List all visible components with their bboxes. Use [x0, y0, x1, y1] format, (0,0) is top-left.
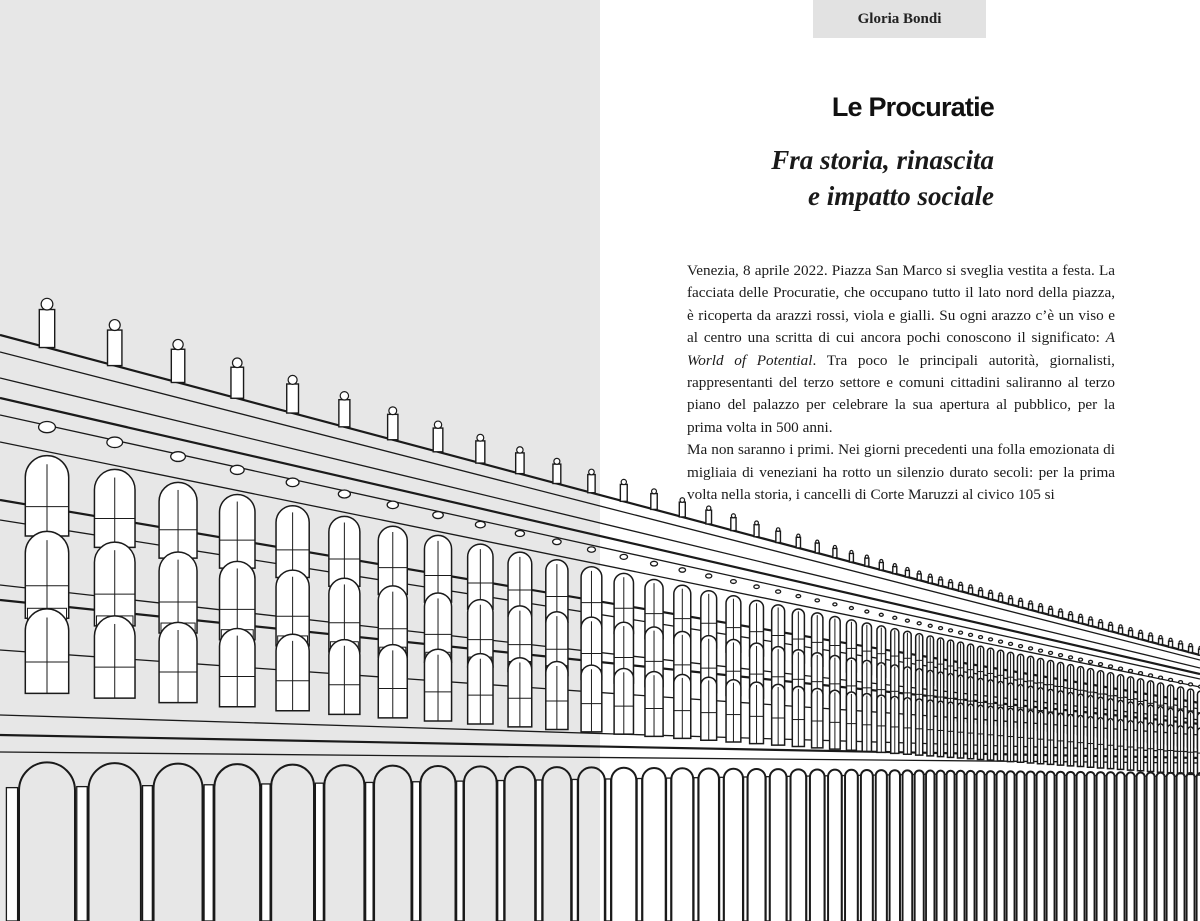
frieze-oculus	[928, 624, 932, 627]
arcade-arch	[1007, 771, 1015, 921]
arcade-arch	[89, 763, 141, 921]
frieze-oculus	[917, 622, 921, 625]
finial-ball	[652, 489, 657, 494]
frieze-oculus	[865, 610, 869, 613]
arcade-arch	[1147, 773, 1155, 921]
arcade-arch	[1197, 773, 1200, 921]
finial-ball	[109, 320, 120, 331]
arcade-pier	[995, 775, 997, 921]
frieze-oculus	[107, 437, 123, 447]
arcade-arch	[505, 767, 536, 921]
arcade-pier	[913, 775, 915, 921]
roof-finial	[1189, 646, 1193, 652]
finial-ball	[1169, 638, 1172, 641]
frieze-oculus	[999, 640, 1003, 643]
arcade-arch	[987, 771, 995, 921]
finial-ball	[41, 298, 53, 310]
arcade-pier	[498, 781, 504, 921]
arcade-arch	[1177, 773, 1185, 921]
roof-finial	[388, 414, 398, 439]
frieze-oculus	[979, 636, 983, 639]
roof-finial	[959, 585, 963, 591]
arcade-pier	[766, 777, 769, 921]
arcade-pier	[366, 782, 373, 921]
arcade-arch	[642, 768, 665, 921]
roof-finial	[553, 464, 561, 483]
roof-finial	[620, 484, 627, 501]
roof-finial	[231, 367, 244, 398]
frieze-oculus	[171, 452, 186, 462]
finial-ball	[680, 498, 685, 503]
finial-ball	[1149, 633, 1152, 636]
arcade-arch	[947, 771, 955, 921]
arcade-pier	[6, 788, 17, 921]
finial-ball	[288, 375, 297, 384]
arcade-arch	[845, 770, 858, 921]
paragraph-2: Ma non saranno i primi. Nei giorni precedenti una folla emozionata di migliaia di veneziani ha rotto un silenzio durato secoli: per la prima volta nella storia, i cancelli di Corte Maruzzi al civico 105 si	[687, 441, 1115, 504]
finial-ball	[949, 580, 952, 583]
frieze-oculus	[939, 627, 943, 630]
arcade-arch	[1027, 771, 1035, 921]
arcade-arch	[464, 766, 497, 921]
frieze-oculus	[338, 490, 350, 498]
frieze-oculus	[39, 421, 56, 432]
arcade-arch	[1077, 772, 1085, 921]
arcade-arch	[770, 769, 787, 921]
frieze-oculus	[1019, 645, 1023, 648]
arcade-arch	[1107, 772, 1115, 921]
arcade-arch	[977, 771, 985, 921]
frieze-oculus	[387, 501, 398, 508]
finial-ball	[979, 588, 982, 591]
frieze-oculus	[515, 530, 524, 536]
arcade-pier	[315, 783, 323, 921]
frieze-oculus	[1039, 649, 1043, 652]
arcade-arch	[861, 770, 873, 921]
frieze-oculus	[796, 595, 801, 598]
frieze-oculus	[651, 561, 658, 566]
frieze-oculus	[905, 619, 909, 622]
arcade-pier	[457, 781, 464, 921]
arcade-arch	[1097, 772, 1105, 921]
arcade-pier	[955, 774, 957, 921]
arcade-pier	[1165, 776, 1167, 921]
frieze-oculus	[893, 616, 897, 619]
roof-finial	[979, 590, 983, 596]
frieze-oculus	[849, 607, 853, 610]
finial-ball	[989, 590, 992, 593]
roof-finial	[833, 548, 837, 557]
arcade-arch	[810, 769, 825, 921]
arcade-pier	[637, 779, 642, 921]
arcade-pier	[720, 777, 724, 921]
arcade-pier	[143, 786, 153, 921]
arcade-pier	[1055, 775, 1057, 921]
roof-finial	[917, 574, 921, 580]
arcade-pier	[1145, 776, 1147, 921]
arcade-arch	[154, 764, 203, 921]
arcade-arch	[1047, 772, 1055, 921]
arcade-arch	[1087, 772, 1095, 921]
roof-finial	[1049, 609, 1053, 615]
finial-ball	[797, 534, 800, 537]
arcade-pier	[1095, 776, 1097, 921]
roof-finial	[905, 570, 909, 577]
arcade-pier	[1155, 776, 1157, 921]
finial-ball	[1139, 630, 1142, 633]
finial-ball	[833, 545, 836, 548]
finial-ball	[1099, 620, 1102, 623]
arcade-arch	[903, 770, 913, 921]
frieze-oculus	[1129, 669, 1133, 672]
frieze-oculus	[754, 585, 759, 589]
finial-ball	[850, 550, 853, 553]
roof-finial	[433, 428, 443, 452]
arcade-arch	[791, 769, 807, 921]
arcade-pier	[1195, 777, 1197, 921]
arcade-arch	[890, 770, 900, 921]
finial-ball	[1039, 604, 1042, 607]
roof-finial	[731, 518, 736, 531]
arcade-arch	[214, 764, 260, 921]
roof-finial	[1169, 641, 1173, 647]
roof-finial	[1109, 625, 1113, 631]
roof-finial	[1149, 636, 1153, 642]
frieze-oculus	[1009, 642, 1013, 645]
finial-ball	[906, 567, 909, 570]
roof-finial	[928, 577, 932, 583]
finial-ball	[1089, 617, 1092, 620]
finial-ball	[1179, 641, 1182, 644]
frieze-oculus	[969, 633, 973, 636]
arcade-arch	[699, 768, 719, 921]
arcade-pier	[935, 774, 937, 921]
arcade-pier	[1045, 775, 1047, 921]
arcade-pier	[985, 775, 987, 921]
roof-finial	[706, 510, 712, 524]
arcade-arch	[926, 771, 935, 921]
finial-ball	[389, 407, 397, 415]
roof-finial	[939, 580, 943, 586]
arcade-arch	[1157, 773, 1165, 921]
roof-finial	[516, 453, 524, 474]
arcade-pier	[900, 775, 902, 921]
finial-ball	[880, 560, 883, 563]
roof-finial	[1089, 620, 1093, 626]
frieze-oculus	[1159, 676, 1163, 679]
roof-finial	[1139, 633, 1143, 639]
arcade-arch	[543, 767, 572, 921]
frieze-oculus	[679, 568, 686, 572]
frieze-oculus	[949, 629, 953, 632]
roof-finial	[989, 593, 993, 599]
finial-ball	[929, 574, 932, 577]
arcade-pier	[945, 774, 947, 921]
roof-finial	[949, 582, 953, 588]
arcade-arch	[967, 771, 975, 921]
finial-ball	[621, 479, 626, 484]
arcade-pier	[975, 775, 977, 921]
finial-ball	[707, 506, 711, 510]
frieze-oculus	[620, 554, 627, 559]
finial-ball	[939, 577, 942, 580]
finial-ball	[1129, 628, 1132, 631]
finial-ball	[755, 521, 759, 525]
subtitle-line-2: e impatto sociale	[808, 181, 994, 211]
arcade-pier	[1115, 776, 1117, 921]
frieze-oculus	[286, 478, 299, 487]
arcade-arch	[1187, 773, 1195, 921]
frieze-oculus	[1109, 665, 1113, 668]
paragraph-1-text-b: . Tra poco le principali autorità, giornalisti, rappresentanti del terzo settore e comuni cittadini saliranno al terzo piano del palazzo per celebrare la sua apertura al pubblico, per la prima volta in 500 anni.	[687, 351, 1115, 436]
finial-ball	[776, 528, 779, 531]
frieze-oculus	[1189, 683, 1193, 686]
roof-finial	[815, 543, 819, 553]
arcade-arch	[1037, 772, 1045, 921]
frieze-oculus	[731, 580, 737, 584]
roof-finial	[339, 400, 350, 427]
arcade-arch	[876, 770, 887, 921]
arcade-arch	[578, 767, 605, 921]
arcade-pier	[1025, 775, 1027, 921]
roof-finial	[754, 525, 759, 537]
arcade-arch	[611, 768, 636, 921]
arcade-pier	[858, 775, 860, 921]
roof-finial	[1069, 614, 1073, 620]
roof-finial	[1119, 628, 1123, 634]
frieze-oculus	[1169, 678, 1173, 681]
paragraph-1-italic-phrase: A World of Potential	[687, 329, 1115, 369]
frieze-oculus	[230, 465, 244, 474]
finial-ball	[999, 593, 1002, 596]
roof-finial	[1059, 612, 1063, 618]
roof-finial	[1099, 622, 1103, 628]
roof-finial	[879, 562, 883, 570]
frieze-oculus	[1149, 674, 1153, 677]
arcade-pier	[873, 775, 875, 921]
frieze-oculus	[989, 638, 993, 641]
arcade-arch	[1127, 772, 1135, 921]
arcade-pier	[807, 776, 810, 921]
finial-ball	[893, 564, 896, 567]
arcade-pier	[606, 779, 611, 921]
arcade-pier	[572, 779, 577, 921]
arcade-arch	[724, 769, 743, 921]
finial-ball	[232, 358, 242, 368]
frieze-oculus	[959, 631, 963, 634]
frieze-oculus	[879, 613, 883, 616]
frieze-oculus	[1099, 663, 1103, 666]
arcade-pier	[825, 776, 828, 921]
frieze-oculus	[1079, 658, 1083, 661]
roof-finial	[865, 558, 869, 566]
finial-ball	[1009, 596, 1012, 599]
subtitle-line-1: Fra storia, rinascita	[771, 145, 994, 175]
author-name: Gloria Bondi	[857, 10, 942, 27]
arcade-pier	[1175, 776, 1177, 921]
arcade-pier	[1075, 776, 1077, 921]
arcade-pier	[666, 778, 670, 921]
finial-ball	[589, 469, 595, 475]
frieze-oculus	[1029, 647, 1033, 650]
arcade-arch	[1017, 771, 1025, 921]
arcade-arch	[915, 770, 924, 921]
arcade-pier	[1015, 775, 1017, 921]
arcade-pier	[887, 775, 889, 921]
roof-finial	[108, 330, 122, 366]
arcade-arch	[421, 766, 456, 921]
frieze-oculus	[815, 599, 819, 602]
arcade-arch	[937, 771, 945, 921]
roof-finial	[1079, 617, 1083, 623]
frieze-oculus	[1069, 656, 1073, 659]
arcade-arch	[19, 762, 75, 921]
arcade-pier	[413, 782, 420, 921]
paragraph-1-text-a: Venezia, 8 aprile 2022. Piazza San Marco si sveglia vestita a festa. La facciata delle Procuratie, che occupano tutto il lato nord della piazza, è ricoperta da arazzi rossi, viola e gialli. Su ogni arazzo c’è un viso e al centro una scritta di cui ancora pochi conoscono il significato:	[687, 262, 1115, 347]
roof-finial	[171, 349, 184, 382]
arcade-arch	[324, 765, 364, 921]
roof-finial	[1129, 630, 1133, 636]
arcade-pier	[965, 774, 967, 921]
arcade-pier	[1065, 775, 1067, 921]
arcade-arch	[1167, 773, 1175, 921]
arcade-pier	[1035, 775, 1037, 921]
arcade-pier	[1125, 776, 1127, 921]
roof-finial	[588, 475, 595, 493]
arcade-pier	[744, 777, 748, 921]
arcade-arch	[957, 771, 965, 921]
arcade-pier	[77, 787, 87, 921]
arcade-pier	[536, 780, 542, 921]
finial-ball	[434, 421, 441, 428]
roof-finial	[969, 588, 973, 594]
finial-ball	[1019, 598, 1022, 601]
finial-ball	[1029, 601, 1032, 604]
frieze-oculus	[706, 574, 712, 578]
finial-ball	[1109, 622, 1112, 625]
roof-finial	[287, 384, 299, 413]
arcade-arch	[748, 769, 766, 921]
roof-finial	[1179, 644, 1183, 650]
arcade-pier	[204, 785, 213, 921]
finial-ball	[1119, 625, 1122, 628]
arcade-arch	[997, 771, 1005, 921]
finial-ball	[477, 434, 484, 441]
finial-ball	[1059, 609, 1062, 612]
arcade-arch	[1117, 772, 1125, 921]
roof-finial	[849, 553, 853, 562]
roof-finial	[679, 502, 685, 517]
finial-ball	[1049, 606, 1052, 609]
roof-finial	[1009, 598, 1013, 604]
arcade-arch	[671, 768, 693, 921]
finial-ball	[918, 571, 921, 574]
arcade-pier	[694, 778, 698, 921]
frieze-oculus	[833, 603, 837, 606]
finial-ball	[1189, 644, 1192, 647]
arcade-arch	[271, 765, 314, 921]
frieze-oculus	[587, 547, 595, 552]
arcade-arch	[1067, 772, 1075, 921]
finial-ball	[1069, 612, 1072, 615]
arcade-pier	[924, 774, 926, 921]
frieze-oculus	[1089, 660, 1093, 663]
roof-finial	[1029, 604, 1033, 610]
arcade-arch	[1057, 772, 1065, 921]
finial-ball	[517, 447, 523, 453]
arcade-pier	[1085, 776, 1087, 921]
arcade-arch	[374, 766, 411, 921]
roof-finial	[651, 494, 657, 510]
arcade-pier	[787, 776, 790, 921]
finial-ball	[554, 458, 560, 464]
finial-ball	[340, 392, 348, 400]
frieze-oculus	[1139, 672, 1143, 675]
page-title: Le Procuratie	[831, 92, 994, 122]
finial-ball	[731, 514, 735, 518]
roof-finial	[1039, 606, 1043, 612]
finial-ball	[959, 582, 962, 585]
arcade-pier	[1005, 775, 1007, 921]
roof-finial	[39, 310, 54, 348]
roof-finial	[796, 537, 800, 548]
arcade-pier	[262, 784, 271, 921]
roof-finial	[1019, 601, 1023, 607]
arcade-pier	[1185, 777, 1187, 921]
finial-ball	[1159, 636, 1162, 639]
roof-finial	[1159, 638, 1163, 644]
finial-ball	[816, 540, 819, 543]
frieze-oculus	[475, 521, 485, 528]
roof-finial	[999, 596, 1003, 602]
roof-finial	[776, 531, 781, 542]
finial-ball	[1079, 614, 1082, 617]
roof-finial	[476, 441, 485, 463]
finial-ball	[865, 555, 868, 558]
frieze-oculus	[1059, 654, 1063, 657]
arcade-pier	[1105, 776, 1107, 921]
frieze-oculus	[776, 590, 781, 593]
arcade-pier	[842, 776, 845, 921]
frieze-oculus	[553, 539, 562, 545]
arcade-arch	[828, 770, 842, 921]
frieze-oculus	[1119, 667, 1123, 670]
finial-ball	[969, 585, 972, 588]
roof-finial	[893, 567, 897, 574]
finial-ball	[173, 339, 183, 349]
frieze-oculus	[1179, 681, 1183, 684]
frieze-oculus	[1049, 651, 1053, 654]
arcade-pier	[1135, 776, 1137, 921]
frieze-oculus	[433, 512, 443, 519]
arcade-arch	[1137, 772, 1145, 921]
